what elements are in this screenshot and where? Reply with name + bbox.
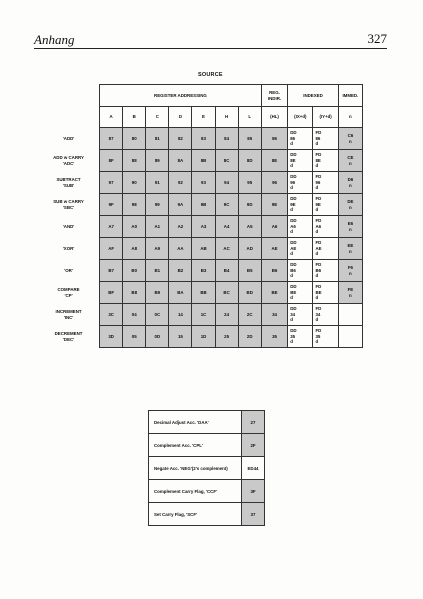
opcode-cell: 8D: [238, 150, 261, 172]
opcode-byte: d: [290, 273, 293, 279]
opcode-byte: FD: [315, 152, 322, 158]
operation-code: [242, 503, 265, 526]
operation-label: [149, 503, 242, 526]
opcode-cell: 9A: [169, 194, 192, 216]
opcode-cell: 89: [146, 150, 169, 172]
opcode-byte: d: [315, 229, 319, 235]
row-label: [38, 326, 100, 348]
opcode-cell: 04: [123, 304, 146, 326]
operation-label: [149, 434, 242, 457]
row-label-line: 'XOR': [62, 245, 75, 251]
operation-code: [242, 411, 265, 434]
opcode-byte: FD: [315, 284, 322, 290]
opcode-byte: n: [349, 138, 352, 144]
opcode-byte: FD: [315, 240, 322, 246]
opcode-byte: E6: [347, 221, 354, 227]
opcode-cell: B1: [146, 260, 169, 282]
opcode-cell: 97: [100, 172, 123, 194]
opcode-cell: 0D: [146, 326, 169, 348]
opcode-cell-immed: [338, 150, 362, 172]
row-label: [38, 260, 100, 282]
row-label-line: INCREMENT: [55, 309, 82, 315]
table-row: [38, 326, 363, 348]
opcode-cell: B7: [100, 260, 123, 282]
group-register-addressing: REGISTER ADDRESSING: [100, 85, 262, 107]
opcode-byte: d: [290, 163, 293, 169]
operation-label: [149, 457, 242, 480]
opcode-cell-hl: AE: [261, 238, 287, 260]
opcode-byte: A6: [290, 223, 296, 229]
opcode-cell-hl: BE: [261, 282, 287, 304]
opcode-byte: d: [315, 207, 319, 213]
page-header-title: Anhang: [34, 32, 75, 47]
opcode-cell: 1C: [192, 304, 215, 326]
opcode-cell: 8C: [215, 150, 238, 172]
opcode-cell: 8F: [100, 150, 123, 172]
opcode-cell-ix: [288, 238, 313, 260]
opcode-byte: DD: [290, 284, 297, 290]
opcode-cell: BA: [169, 282, 192, 304]
opcode-byte: n: [349, 292, 352, 298]
opcode-byte: FD: [315, 328, 322, 334]
opcode-cell: BB: [192, 282, 215, 304]
opcode-byte: BE: [315, 289, 322, 295]
opcode-byte: 86: [315, 135, 321, 141]
opcode-byte: FD: [315, 218, 322, 224]
opcode-byte: DE: [347, 199, 354, 205]
opcode-byte: AE: [290, 245, 297, 251]
opcode-byte: 2F: [250, 442, 256, 448]
opcode-byte: DD: [290, 328, 297, 334]
opcode-cell-hl: 86: [261, 128, 287, 150]
opcode-byte: DD: [290, 240, 297, 246]
row-label-line: 'AND': [62, 223, 75, 229]
opcode-cell: 82: [169, 128, 192, 150]
opcode-cell: 3C: [100, 304, 123, 326]
opcode-byte: FD: [315, 130, 322, 136]
opcode-cell: A2: [169, 216, 192, 238]
opcode-byte: DD: [290, 152, 297, 158]
opcode-byte: d: [315, 317, 319, 323]
operation-label: [149, 411, 242, 434]
opcode-byte: n: [349, 248, 352, 254]
opcode-byte: FD: [315, 174, 322, 180]
opcode-byte: AE: [315, 245, 322, 251]
opcode-cell-ix: [288, 304, 313, 326]
row-label: [38, 150, 100, 172]
opcode-byte: D6: [347, 177, 354, 183]
opcode-cell-iy: [313, 194, 338, 216]
opcode-byte: d: [290, 339, 293, 345]
row-label: [38, 128, 100, 150]
opcode-cell: 95: [238, 172, 261, 194]
opcode-byte: 34: [315, 311, 321, 317]
operation-label-line: Set Carry Flag, 'SCF': [154, 511, 198, 517]
opcode-cell: 90: [123, 172, 146, 194]
row-label: [38, 238, 100, 260]
header-rule: [34, 48, 387, 49]
row-label-line: 'SUB': [62, 182, 75, 188]
opcode-byte: 9E: [315, 201, 321, 207]
operation-label-line: Negate Acc. 'NEG': [154, 465, 192, 471]
opcode-cell-ix: [288, 282, 313, 304]
row-label-line: COMPARE: [57, 287, 80, 293]
opcode-cell: 25: [215, 326, 238, 348]
operation-label-line: Complement Carry Flag, 'CCF': [154, 488, 218, 494]
opcode-byte: A6: [315, 223, 322, 229]
column-header: H: [215, 107, 238, 128]
row-label: [38, 282, 100, 304]
opcode-byte: 3F: [250, 488, 256, 494]
opcode-byte: BE: [290, 289, 297, 295]
opcode-cell: AF: [100, 238, 123, 260]
row-label: [38, 172, 100, 194]
opcode-byte: DD: [290, 196, 297, 202]
opcode-byte: d: [290, 141, 293, 147]
opcode-byte: B6: [315, 267, 322, 273]
opcode-cell: 88: [123, 150, 146, 172]
opcode-cell-immed: [338, 194, 362, 216]
opcode-cell-hl: 34: [261, 304, 287, 326]
opcode-cell: BC: [215, 282, 238, 304]
opcode-cell-iy: [313, 260, 338, 282]
opcode-cell-ix: [288, 194, 313, 216]
table-row: [38, 238, 363, 260]
opcode-byte: DD: [290, 262, 297, 268]
opcode-byte: 35: [315, 333, 321, 339]
opcode-cell: 1D: [192, 326, 215, 348]
row-label-line: 'ADC': [62, 160, 75, 166]
opcode-cell: 15: [169, 326, 192, 348]
table-row: [149, 434, 265, 457]
column-header: (IY+d): [313, 107, 338, 128]
opcode-cell: 85: [238, 128, 261, 150]
opcode-cell-immed: [338, 304, 362, 326]
row-label: [38, 216, 100, 238]
opcode-cell-hl: B6: [261, 260, 287, 282]
table-row: [149, 411, 265, 434]
column-header: C: [146, 107, 169, 128]
opcode-cell-immed: [338, 128, 362, 150]
corner-cell: [38, 85, 100, 107]
arithmetic-opcode-table: [38, 84, 363, 348]
opcode-cell-ix: [288, 150, 313, 172]
row-label-line: SUB w CARRY: [53, 199, 84, 205]
row-label-line: 'ADD': [62, 135, 75, 141]
operation-code: [242, 480, 265, 503]
opcode-byte: d: [290, 317, 293, 323]
opcode-byte: 86: [290, 135, 296, 141]
column-header: L: [238, 107, 261, 128]
operation-label-line: Complement Acc. 'CPL': [154, 442, 204, 448]
opcode-cell: 83: [192, 128, 215, 150]
table-row: [149, 457, 265, 480]
opcode-cell-ix: [288, 128, 313, 150]
opcode-byte: 8E: [290, 157, 296, 163]
opcode-cell-ix: [288, 326, 313, 348]
table-row: [38, 282, 363, 304]
row-label-line: 'CP': [64, 292, 73, 298]
column-header: D: [169, 107, 192, 128]
opcode-cell-iy: [313, 150, 338, 172]
opcode-byte: d: [315, 295, 319, 301]
opcode-cell: B4: [215, 260, 238, 282]
group-reg-indir-line: INDIR.: [267, 95, 282, 101]
opcode-cell: 14: [169, 304, 192, 326]
group-immed: IMMED.: [338, 85, 362, 107]
opcode-cell: 80: [123, 128, 146, 150]
opcode-cell: A0: [123, 216, 146, 238]
opcode-byte: 9E: [290, 201, 296, 207]
opcode-cell: 9B: [192, 194, 215, 216]
opcode-cell-hl: 35: [261, 326, 287, 348]
opcode-byte: 96: [290, 179, 296, 185]
opcode-cell: 05: [123, 326, 146, 348]
opcode-cell: 9D: [238, 194, 261, 216]
opcode-cell: A5: [238, 216, 261, 238]
opcode-byte: DD: [290, 130, 297, 136]
opcode-byte: 44: [253, 465, 259, 471]
opcode-byte: 96: [315, 179, 321, 185]
row-label-line: SUBTRACT: [56, 177, 81, 183]
opcode-cell: BF: [100, 282, 123, 304]
table-row: [38, 128, 363, 150]
opcode-cell: 2D: [238, 326, 261, 348]
opcode-cell-immed: [338, 326, 362, 348]
table-row: [149, 480, 265, 503]
opcode-cell-hl: 9E: [261, 194, 287, 216]
operation-label: [149, 480, 242, 503]
opcode-cell: AD: [238, 238, 261, 260]
group-reg-indir-line: REG.: [269, 90, 280, 96]
opcode-cell-iy: [313, 326, 338, 348]
table-row: [38, 194, 363, 216]
opcode-byte: d: [290, 229, 293, 235]
opcode-byte: 34: [290, 311, 296, 317]
opcode-byte: d: [315, 339, 319, 345]
opcode-cell: AB: [192, 238, 215, 260]
opcode-byte: DD: [290, 174, 297, 180]
opcode-cell: 91: [146, 172, 169, 194]
opcode-cell-hl: 96: [261, 172, 287, 194]
opcode-cell: 81: [146, 128, 169, 150]
column-header: B: [123, 107, 146, 128]
opcode-cell: 9F: [100, 194, 123, 216]
opcode-byte: n: [349, 270, 352, 276]
opcode-byte: 27: [250, 419, 256, 425]
opcode-byte: DD: [290, 218, 297, 224]
opcode-cell: 2C: [238, 304, 261, 326]
row-label-line: ADD w CARRY: [53, 155, 84, 161]
row-label-line: 'INC': [63, 314, 74, 320]
table-row: [149, 503, 265, 526]
opcode-byte: 35: [290, 333, 296, 339]
table-row: [38, 172, 363, 194]
opcode-cell-iy: [313, 128, 338, 150]
opcode-cell-iy: [313, 172, 338, 194]
opcode-byte: F6: [347, 265, 353, 271]
opcode-cell-hl: A6: [261, 216, 287, 238]
opcode-cell: BD: [238, 282, 261, 304]
opcode-cell-immed: [338, 216, 362, 238]
column-header: E: [192, 107, 215, 128]
opcode-cell: A9: [146, 238, 169, 260]
opcode-byte: n: [349, 160, 352, 166]
opcode-byte: d: [290, 207, 293, 213]
opcode-cell: 87: [100, 128, 123, 150]
operation-code: [242, 434, 265, 457]
opcode-cell: A7: [100, 216, 123, 238]
opcode-byte: FD: [315, 306, 322, 312]
column-header: (IX+d): [288, 107, 313, 128]
opcode-cell: B5: [238, 260, 261, 282]
table-row: [38, 260, 363, 282]
opcode-cell: 84: [215, 128, 238, 150]
opcode-byte: 8E: [315, 157, 321, 163]
opcode-cell-immed: [338, 282, 362, 304]
opcode-byte: FD: [315, 196, 322, 202]
opcode-cell: B0: [123, 260, 146, 282]
opcode-cell-iy: [313, 282, 338, 304]
opcode-cell: A3: [192, 216, 215, 238]
row-label-line: DECREMENT: [54, 331, 83, 337]
page-number: 327: [367, 31, 387, 46]
opcode-cell: B8: [123, 282, 146, 304]
opcode-byte: d: [315, 273, 319, 279]
operation-label-line: (2's complement): [191, 465, 228, 471]
column-header: n: [338, 107, 362, 128]
opcode-cell-iy: [313, 304, 338, 326]
row-label: [38, 194, 100, 216]
accumulator-ops-table: [148, 410, 265, 526]
opcode-cell: 8A: [169, 150, 192, 172]
opcode-cell: 93: [192, 172, 215, 194]
corner-cell: [38, 107, 100, 128]
opcode-cell: 8B: [192, 150, 215, 172]
opcode-cell-immed: [338, 172, 362, 194]
opcode-cell: 0C: [146, 304, 169, 326]
opcode-cell: A4: [215, 216, 238, 238]
opcode-byte: ED: [247, 465, 254, 471]
opcode-cell: 9C: [215, 194, 238, 216]
opcode-byte: DD: [290, 306, 297, 312]
opcode-cell: 92: [169, 172, 192, 194]
row-label-line: 'SBC': [62, 204, 75, 210]
opcode-byte: d: [315, 251, 319, 257]
opcode-cell-immed: [338, 260, 362, 282]
operation-code: [242, 457, 265, 480]
opcode-cell: 99: [146, 194, 169, 216]
opcode-byte: FD: [315, 262, 322, 268]
opcode-cell: AA: [169, 238, 192, 260]
opcode-byte: C6: [347, 133, 354, 139]
opcode-cell: 3D: [100, 326, 123, 348]
opcode-cell-ix: [288, 172, 313, 194]
opcode-byte: n: [349, 204, 352, 210]
table-row: [38, 150, 363, 172]
opcode-cell: A8: [123, 238, 146, 260]
opcode-cell: B2: [169, 260, 192, 282]
source-label: SOURCE: [198, 72, 223, 78]
opcode-byte: d: [315, 141, 319, 147]
opcode-byte: d: [290, 251, 293, 257]
opcode-cell-immed: [338, 238, 362, 260]
opcode-cell: 94: [215, 172, 238, 194]
opcode-byte: B6: [290, 267, 296, 273]
opcode-cell: A1: [146, 216, 169, 238]
group-indexed: INDEXED: [288, 85, 339, 107]
table-row: [38, 304, 363, 326]
row-label: [38, 304, 100, 326]
opcode-cell-hl: 8E: [261, 150, 287, 172]
opcode-cell-ix: [288, 216, 313, 238]
opcode-byte: d: [290, 295, 293, 301]
column-header: (HL): [261, 107, 287, 128]
opcode-cell-iy: [313, 216, 338, 238]
opcode-byte: CE: [347, 155, 354, 161]
group-reg-indir: [261, 85, 287, 107]
row-label-line: 'OR': [64, 267, 73, 273]
opcode-byte: n: [349, 226, 352, 232]
opcode-cell: 98: [123, 194, 146, 216]
opcode-byte: FE: [347, 287, 354, 293]
opcode-byte: d: [290, 185, 293, 191]
opcode-byte: d: [315, 185, 319, 191]
opcode-byte: 37: [250, 511, 256, 517]
opcode-cell: 24: [215, 304, 238, 326]
opcode-byte: d: [315, 163, 319, 169]
opcode-cell: AC: [215, 238, 238, 260]
operation-label-line: Decimal Adjust Acc. 'DAA': [154, 419, 209, 425]
opcode-cell-iy: [313, 238, 338, 260]
opcode-cell: B3: [192, 260, 215, 282]
opcode-cell: B9: [146, 282, 169, 304]
column-header: A: [100, 107, 123, 128]
row-label-line: 'DEC': [62, 336, 75, 342]
opcode-byte: EE: [347, 243, 354, 249]
opcode-byte: n: [349, 182, 352, 188]
table-row: [38, 216, 363, 238]
opcode-cell-ix: [288, 260, 313, 282]
